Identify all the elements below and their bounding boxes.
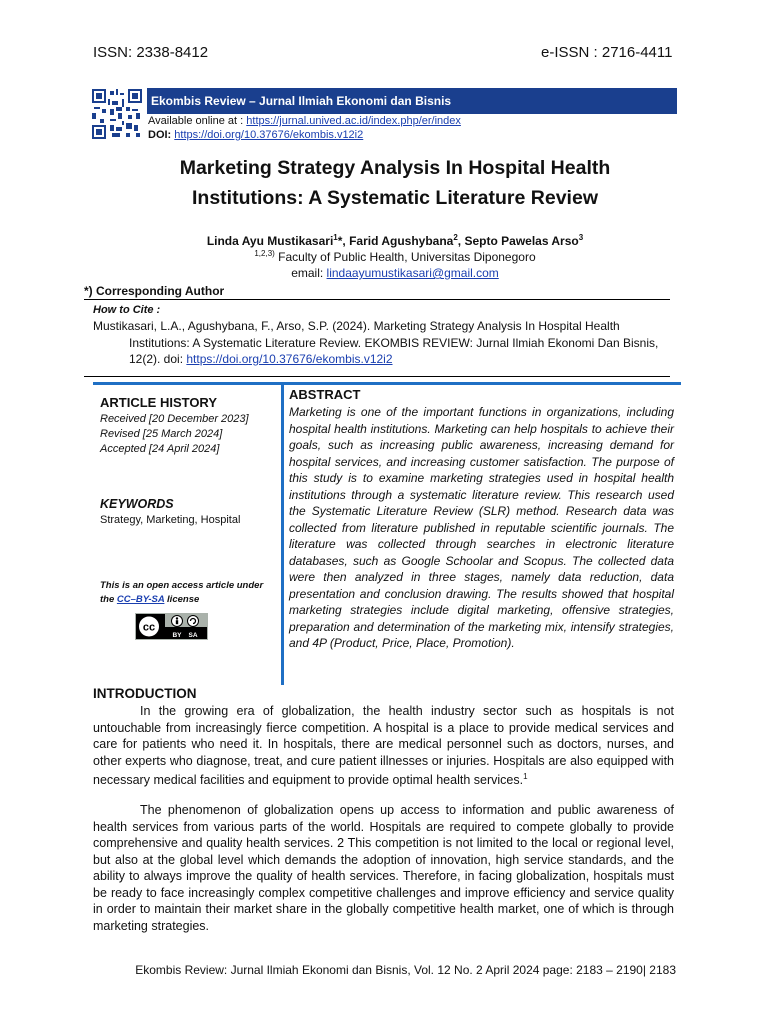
page-footer: Ekombis Review: Jurnal Ilmiah Ekonomi dan Bisnis, Vol. 12 No. 2 April 2024 page: 2183 – 2190| 2183 <box>135 963 676 977</box>
available-online <box>148 115 461 127</box>
available-label: Available online at : <box>148 115 247 127</box>
citation-doi-link[interactable]: https://doi.org/10.37676/ekombis.v12i2 <box>186 352 393 366</box>
doi-link[interactable]: https://doi.org/10.37676/ekombis.v12i2 <box>174 129 364 141</box>
affiliation-sup: 1,2,3) <box>254 249 275 258</box>
abstract-top-border <box>283 382 681 385</box>
email-label: email: <box>291 266 327 280</box>
citation-text: Mustikasari, L.A., Agushybana, F., Arso, S.P. (2024). Marketing Strategy Analysis In Hospital Health Institutions: A Systematic Literature Review. EKOMBIS REVIEW: Jurnal Ilmiah Ekonomi Dan Bisnis, 12(2). doi: <box>93 319 659 366</box>
keywords-title: KEYWORDS <box>100 497 174 511</box>
email-line <box>90 266 700 280</box>
keywords-text: Strategy, Marketing, Hospital <box>100 514 241 526</box>
title-line-2: Institutions: A Systematic Literature Review <box>192 187 598 209</box>
intro-p2-text: The phenomenon of globalization opens up access to information and public awareness of health services from various parts of the world. Hospitals are required to compete globally to provide comprehensive and quality health services. 2 This competition is not limited to the local or regional level, but also at the global level which demands the adoption of innovation, high service standards, and the ability to always improve the quality of health services. Therefore, in facing globalization, hospitals must be ready to face increasingly complex competitive challenges and improve efficiency and service quality in order to maintain their market share in the globally competitive health market, one of which is through marketing strategies. <box>93 803 674 933</box>
license-text: This is an open access article under the <box>100 580 264 605</box>
cc-by-sa-icon[interactable] <box>135 613 208 640</box>
journal-url-link[interactable]: https://jurnal.unived.ac.id/index.php/er/index <box>246 115 461 127</box>
article-history-title: ARTICLE HISTORY <box>100 395 218 410</box>
title-line-1: Marketing Strategy Analysis In Hospital Health <box>179 157 611 179</box>
e-issn: e-ISSN : 2716-4411 <box>541 44 673 61</box>
author-sup: 1 <box>333 233 338 242</box>
received-date: Received [20 December 2023] <box>100 413 249 425</box>
citation <box>93 318 679 368</box>
doi-line <box>148 129 363 141</box>
revised-date: Revised [25 March 2024] <box>100 428 223 440</box>
email-link[interactable]: lindaayumustikasari@gmail.com <box>326 266 499 280</box>
author-sep: *, <box>337 234 350 248</box>
qr-code-icon <box>92 89 142 139</box>
introduction-title: INTRODUCTION <box>93 686 197 701</box>
author-name: Linda Ayu Mustikasari <box>206 234 334 248</box>
author-sep: , <box>457 234 465 248</box>
doi-label: DOI: <box>148 129 175 141</box>
open-access-note <box>100 579 280 607</box>
footnote-ref: 1 <box>523 772 528 781</box>
author-name: Farid Agushybana <box>349 234 454 248</box>
column-divider <box>281 382 284 685</box>
abstract-title: ABSTRACT <box>289 387 361 402</box>
license-link[interactable]: CC–BY-SA <box>116 594 165 605</box>
affiliation <box>90 249 700 264</box>
authors <box>90 233 700 248</box>
author-sup: 3 <box>578 233 584 242</box>
intro-p1-text: In the growing era of globalization, the health industry sector such as hospitals is not untouchable from increasingly fierce competition. A hospital is a place to provide medical services and care for patients who need it. In hospitals, there are medical personnel such as doctors, nurses, and other experts who diagnose, treat, and cure patient illnesses or injuries. Hospitals are also equipped with necessary medical facilities and equipment to provide optimal health services. <box>93 704 674 788</box>
divider <box>84 376 670 377</box>
accepted-date: Accepted [24 April 2024] <box>100 443 220 455</box>
cc-sa-label: SA <box>188 632 198 639</box>
abstract-text: Marketing is one of the important functions in organizations, including hospital health institutions. Marketing can help hospitals to achieve their goals, such as increasing public awareness, increasing demand for hospital services, and increasing customer satisfaction. The purpose of this study is to examine marketing strategies used in hospital health institutions through a systematic literature review. This research used the Systematic Literature Review (SLR) method. Research data was collected from literature published in reputable scientific journals. The literature was collected through searches in electronic literature databases, such as Google Schoolar and Scopus. The collected data were then analyzed in three stages, namely data reduction, data presentation and conclusion drawing. The results showed that hospital marketing strategies include digital marketing, offensive strategies, preparation and determination of the marketing mix, intensify strategies, and 4P (Product, Price, Place, Promotion). <box>289 405 674 650</box>
affiliation-text: Faculty of Public Health, Universitas Diponegoro <box>274 250 536 264</box>
article-title <box>90 153 700 213</box>
intro-paragraph-1 <box>93 703 674 789</box>
divider <box>84 299 670 300</box>
corresponding-author: *) Corresponding Author <box>84 284 225 298</box>
svg-text:cc: cc <box>142 621 156 634</box>
how-to-cite-label: How to Cite : <box>93 304 161 316</box>
license-text-end: license <box>164 594 200 605</box>
journal-banner: Ekombis Review – Jurnal Ilmiah Ekonomi dan Bisnis <box>147 88 677 114</box>
intro-paragraph-2 <box>93 802 674 934</box>
author-name: Septo Pawelas Arso <box>464 234 579 248</box>
issn: ISSN: 2338-8412 <box>93 44 209 61</box>
cc-by-label: BY <box>172 632 182 639</box>
author-sup: 2 <box>453 233 458 242</box>
info-top-border <box>93 382 283 385</box>
